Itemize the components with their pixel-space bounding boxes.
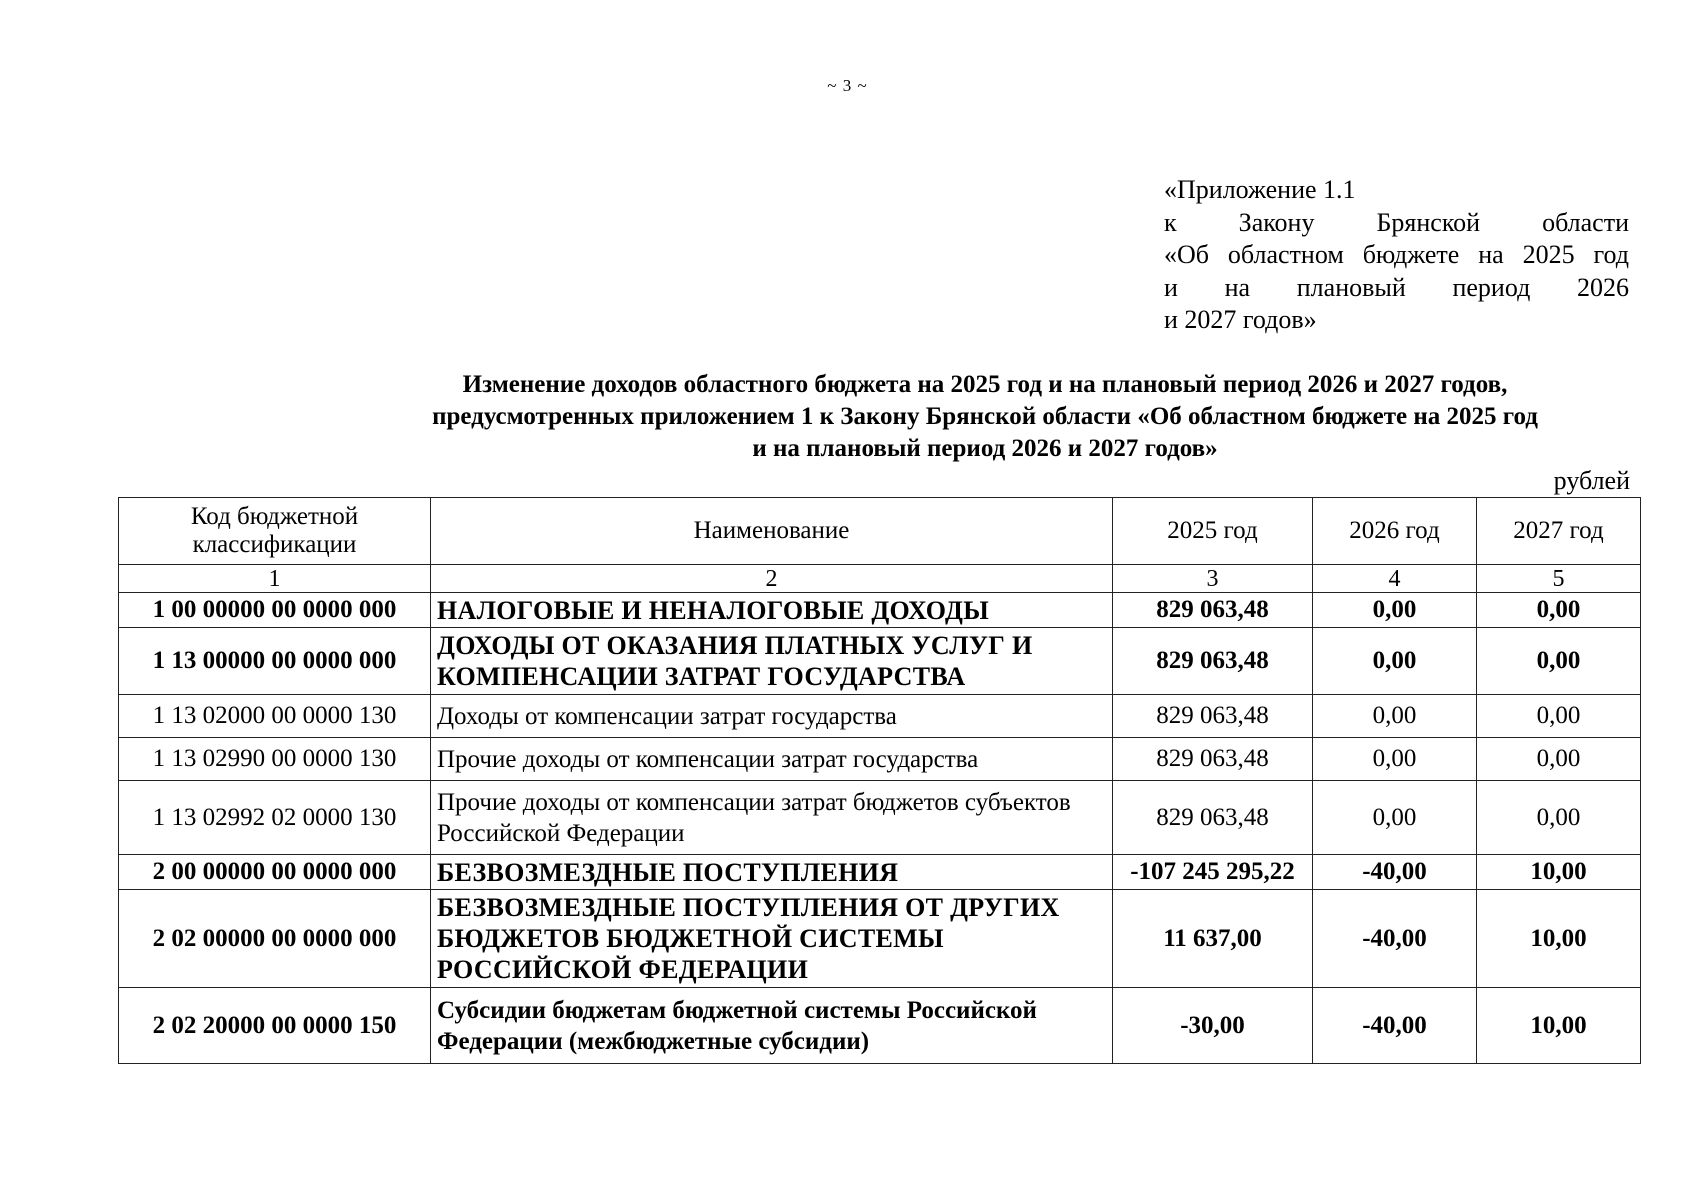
row-code: 1 13 02992 02 0000 130 (119, 781, 431, 855)
header-2026: 2026 год (1313, 498, 1477, 565)
row-name: Субсидии бюджетам бюджетной системы Российской Федерации (межбюджетные субсидии) (431, 988, 1113, 1064)
annex-line-2: к Закону Брянской области (1164, 207, 1629, 237)
row-2025: 829 063,48 (1113, 781, 1313, 855)
header-name: Наименование (431, 498, 1113, 565)
table-row (119, 988, 1641, 1064)
page-number: ~ 3 ~ (827, 76, 868, 95)
table-row (119, 890, 1641, 988)
row-2025: -30,00 (1113, 988, 1313, 1064)
row-2026: -40,00 (1313, 988, 1477, 1064)
annex-reference (1164, 174, 1629, 337)
row-2025: 829 063,48 (1113, 738, 1313, 781)
document-title (300, 369, 1670, 465)
row-2027: 0,00 (1477, 695, 1641, 738)
budget-table (118, 497, 1641, 1064)
row-name: Доходы от компенсации затрат государства (431, 695, 1113, 738)
table-header-row (119, 498, 1641, 565)
title-line-3: и на плановый период 2026 и 2027 годов» (752, 435, 1218, 462)
row-2027: 10,00 (1477, 988, 1641, 1064)
row-2027: 0,00 (1477, 781, 1641, 855)
table-row (119, 628, 1641, 695)
annex-line-5: и 2027 годов» (1164, 305, 1317, 334)
table-row (119, 593, 1641, 628)
row-name: Прочие доходы от компенсации затрат государства (431, 738, 1113, 781)
title-line-1: Изменение доходов областного бюджета на 2025 год и на плановый период 2026 и 2027 годов, (462, 371, 1508, 398)
table-row (119, 695, 1641, 738)
row-code: 1 13 02000 00 0000 130 (119, 695, 431, 738)
annex-line-3: «Об областном бюджете на 2025 год (1164, 240, 1629, 269)
header-2025: 2025 год (1113, 498, 1313, 565)
column-number: 1 (119, 565, 431, 593)
row-code: 2 00 00000 00 0000 000 (119, 855, 431, 890)
row-2027: 10,00 (1477, 855, 1641, 890)
row-2027: 0,00 (1477, 593, 1641, 628)
title-line-2: предусмотренных приложением 1 к Закону Брянской области «Об областном бюджете на 2025 год (432, 403, 1538, 430)
column-number: 2 (431, 565, 1113, 593)
row-2026: 0,00 (1313, 695, 1477, 738)
row-2025: 829 063,48 (1113, 593, 1313, 628)
header-2027: 2027 год (1477, 498, 1641, 565)
row-2027: 0,00 (1477, 628, 1641, 695)
row-2026: -40,00 (1313, 855, 1477, 890)
column-number: 4 (1313, 565, 1477, 593)
annex-line-4: и на плановый период 2026 (1164, 272, 1629, 302)
row-code: 2 02 00000 00 0000 000 (119, 890, 431, 988)
table-row (119, 738, 1641, 781)
row-2025: 829 063,48 (1113, 695, 1313, 738)
row-name: БЕЗВОЗМЕЗДНЫЕ ПОСТУПЛЕНИЯ ОТ ДРУГИХ БЮДЖЕТОВ БЮДЖЕТНОЙ СИСТЕМЫ РОССИЙСКОЙ ФЕДЕРАЦИИ (431, 890, 1113, 988)
row-2026: 0,00 (1313, 781, 1477, 855)
row-2026: 0,00 (1313, 738, 1477, 781)
row-2027: 0,00 (1477, 738, 1641, 781)
table-row (119, 781, 1641, 855)
row-code: 2 02 20000 00 0000 150 (119, 988, 431, 1064)
column-number: 5 (1477, 565, 1641, 593)
row-name: БЕЗВОЗМЕЗДНЫЕ ПОСТУПЛЕНИЯ (431, 855, 1113, 890)
header-code: Код бюджетной классификации (119, 498, 431, 565)
row-name: ДОХОДЫ ОТ ОКАЗАНИЯ ПЛАТНЫХ УСЛУГ И КОМПЕНСАЦИИ ЗАТРАТ ГОСУДАРСТВА (431, 628, 1113, 695)
column-number-row (119, 565, 1641, 593)
units-label: рублей (1553, 466, 1630, 495)
row-name: НАЛОГОВЫЕ И НЕНАЛОГОВЫЕ ДОХОДЫ (431, 593, 1113, 628)
column-number: 3 (1113, 565, 1313, 593)
row-2025: 11 637,00 (1113, 890, 1313, 988)
row-2025: 829 063,48 (1113, 628, 1313, 695)
row-2026: 0,00 (1313, 593, 1477, 628)
row-code: 1 00 00000 00 0000 000 (119, 593, 431, 628)
row-code: 1 13 00000 00 0000 000 (119, 628, 431, 695)
row-2025: -107 245 295,22 (1113, 855, 1313, 890)
row-2026: -40,00 (1313, 890, 1477, 988)
row-name: Прочие доходы от компенсации затрат бюджетов субъектов Российской Федерации (431, 781, 1113, 855)
annex-line-1: «Приложение 1.1 (1164, 175, 1356, 204)
table-row (119, 855, 1641, 890)
row-2026: 0,00 (1313, 628, 1477, 695)
row-2027: 10,00 (1477, 890, 1641, 988)
row-code: 1 13 02990 00 0000 130 (119, 738, 431, 781)
